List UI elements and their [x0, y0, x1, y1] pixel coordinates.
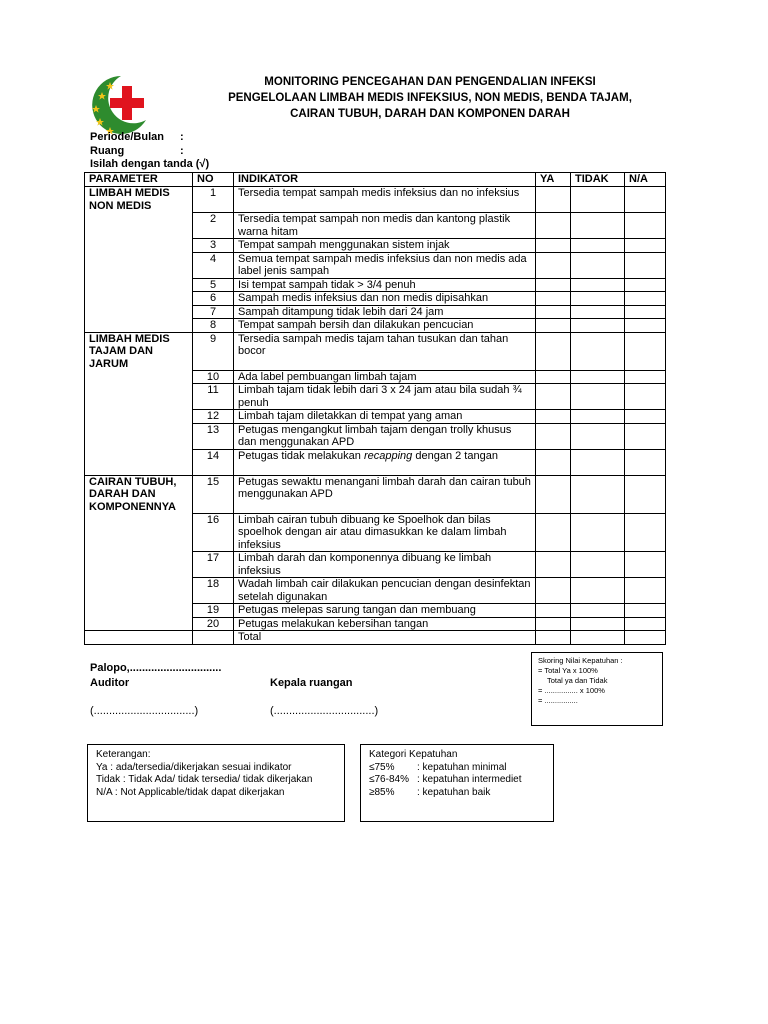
- check-cell-na[interactable]: [625, 305, 666, 319]
- parameter-cell: [85, 552, 193, 578]
- parameter-label: LIMBAH MEDIS: [89, 187, 170, 199]
- skoring-line-2: Total ya dan Tidak: [547, 676, 608, 685]
- parameter-cell: [85, 252, 193, 278]
- table-header-row: [85, 173, 666, 187]
- row-number: 13: [193, 423, 234, 449]
- parameter-label: LIMBAH MEDIS: [89, 332, 170, 345]
- check-cell-na[interactable]: [625, 187, 666, 213]
- header-ya: YA: [536, 173, 571, 187]
- check-cell-ya[interactable]: [536, 213, 571, 239]
- table-row: [85, 552, 666, 578]
- row-number: 1: [193, 187, 234, 213]
- check-cell-ya[interactable]: [536, 187, 571, 213]
- table-row: [85, 213, 666, 239]
- check-cell-ya[interactable]: [536, 292, 571, 306]
- check-cell-na[interactable]: [625, 552, 666, 578]
- indikator-cell: Tersedia tempat sampah non medis dan kantong plastik warna hitam: [234, 213, 536, 239]
- parameter-cell: [85, 187, 193, 213]
- keterangan-na: N/A : Not Applicable/tidak dapat dikerjakan: [96, 786, 285, 798]
- auditor-signature-line: (.................................): [90, 705, 199, 717]
- indikator-cell: Wadah limbah cair dilakukan pencucian dengan desinfektan setelah digunakan: [234, 578, 536, 604]
- indikator-cell: Isi tempat sampah tidak > 3/4 penuh: [234, 278, 536, 292]
- parameter-cell: [85, 475, 193, 513]
- table-row: [85, 239, 666, 253]
- table-row: [85, 292, 666, 306]
- check-cell-na[interactable]: [625, 449, 666, 475]
- check-cell-na[interactable]: [625, 239, 666, 253]
- table-row: [85, 578, 666, 604]
- table-row: [85, 305, 666, 319]
- check-cell-tidak[interactable]: [571, 423, 625, 449]
- total-label: Total: [234, 631, 536, 645]
- header-tidak: TIDAK: [571, 173, 625, 187]
- indikator-cell: Petugas sewaktu menangani limbah darah dan cairan tubuh menggunakan APD: [234, 475, 536, 513]
- skoring-box: [531, 652, 663, 726]
- check-cell-ya[interactable]: [536, 604, 571, 618]
- parameter-cell: [85, 423, 193, 449]
- title-line-3: CAIRAN TUBUH, DARAH DAN KOMPONEN DARAH: [290, 108, 570, 120]
- check-cell-ya[interactable]: [536, 617, 571, 631]
- skoring-line-3: = ................ x 100%: [538, 686, 605, 695]
- check-cell-tidak[interactable]: [571, 513, 625, 552]
- indikator-cell: Limbah cairan tubuh dibuang ke Spoelhok dan bilas spoelhok dengan air atau dimasukkan ke dalam limbah infeksius: [234, 513, 536, 552]
- document-title: [160, 74, 700, 122]
- check-cell-tidak[interactable]: [571, 252, 625, 278]
- parameter-cell: [85, 292, 193, 306]
- check-cell-tidak[interactable]: [571, 578, 625, 604]
- hospital-logo-icon: [88, 72, 154, 138]
- indikator-cell: Semua tempat sampah medis infeksius dan non medis ada label jenis sampah: [234, 252, 536, 278]
- parameter-label: KOMPONENNYA: [89, 500, 176, 513]
- periode-colon: :: [180, 131, 184, 143]
- keterangan-title: Keterangan:: [96, 749, 151, 760]
- check-cell-na[interactable]: [625, 410, 666, 424]
- header-no: NO: [193, 173, 234, 187]
- table-row: [85, 449, 666, 475]
- indikator-text: Petugas tidak melakukan: [238, 449, 364, 462]
- indikator-cell: Tersedia tempat sampah medis infeksius dan no infeksius: [234, 187, 536, 213]
- check-cell-na[interactable]: [625, 423, 666, 449]
- parameter-cell: [85, 319, 193, 333]
- check-cell-tidak[interactable]: [571, 370, 625, 384]
- check-cell-ya[interactable]: [536, 475, 571, 513]
- check-cell-ya[interactable]: [536, 239, 571, 253]
- row-number: 11: [193, 384, 234, 410]
- row-number: 20: [193, 617, 234, 631]
- row-number: 15: [193, 475, 234, 513]
- ruang-label: Ruang: [90, 144, 125, 157]
- check-cell-ya[interactable]: [536, 370, 571, 384]
- parameter-cell: [85, 239, 193, 253]
- check-cell-na[interactable]: [625, 332, 666, 370]
- row-number: 8: [193, 319, 234, 333]
- row-number: 5: [193, 278, 234, 292]
- check-cell-tidak[interactable]: [571, 552, 625, 578]
- kategori-row: [369, 787, 545, 800]
- kategori-label: : kepatuhan minimal: [417, 761, 507, 773]
- check-cell-tidak[interactable]: [571, 384, 625, 410]
- indikator-italic-term: recapping: [363, 449, 413, 462]
- total-row: [85, 631, 666, 645]
- check-cell-tidak[interactable]: [571, 187, 625, 213]
- parameter-cell: [85, 305, 193, 319]
- auditor-label: Auditor: [90, 677, 130, 689]
- indikator-text: dengan 2 tangan: [412, 449, 498, 462]
- table-row: [85, 252, 666, 278]
- kategori-row: [369, 774, 545, 787]
- parameter-label: JARUM: [89, 357, 129, 370]
- check-cell-tidak[interactable]: [571, 475, 625, 513]
- table-row: [85, 319, 666, 333]
- check-cell-ya[interactable]: [536, 513, 571, 552]
- check-cell-ya[interactable]: [536, 410, 571, 424]
- empty-cell: [193, 631, 234, 645]
- check-cell-ya[interactable]: [536, 305, 571, 319]
- indikator-cell: Limbah tajam tidak lebih dari 3 x 24 jam atau bila sudah ¾ penuh: [234, 384, 536, 410]
- check-cell-tidak[interactable]: [571, 449, 625, 475]
- table-row: [85, 332, 666, 370]
- check-cell-ya[interactable]: [536, 332, 571, 370]
- kategori-label: : kepatuhan intermediet: [417, 774, 522, 785]
- keterangan-ya: Ya : ada/tersedia/dikerjakan sesuai indikator: [96, 761, 292, 773]
- parameter-label: DARAH DAN: [89, 488, 156, 500]
- check-cell-na[interactable]: [625, 617, 666, 631]
- row-number: 19: [193, 604, 234, 618]
- check-cell-ya[interactable]: [536, 319, 571, 333]
- check-cell-ya[interactable]: [536, 278, 571, 292]
- kategori-label: : kepatuhan baik: [417, 786, 491, 798]
- skoring-title: Skoring Nilai Kepatuhan :: [538, 656, 623, 665]
- check-cell-na[interactable]: [625, 578, 666, 604]
- parameter-cell: [85, 578, 193, 604]
- parameter-cell: [85, 449, 193, 475]
- total-cell-na[interactable]: [625, 631, 666, 645]
- keterangan-box: [87, 744, 345, 822]
- table-row: [85, 187, 666, 213]
- check-cell-na[interactable]: [625, 319, 666, 333]
- parameter-cell: [85, 617, 193, 631]
- row-number: 16: [193, 513, 234, 552]
- place-date: Palopo,..............................: [90, 662, 222, 674]
- row-number: 2: [193, 213, 234, 239]
- check-cell-na[interactable]: [625, 252, 666, 278]
- indikator-cell: Ada label pembuangan limbah tajam: [234, 370, 536, 384]
- parameter-cell: [85, 213, 193, 239]
- periode-label: Periode/Bulan: [90, 131, 164, 143]
- check-cell-ya[interactable]: [536, 552, 571, 578]
- indikator-cell: Petugas mengangkut limbah tajam dengan trolly khusus dan menggunakan APD: [234, 423, 536, 449]
- kategori-range: ≤76-84%: [369, 774, 409, 785]
- parameter-cell: [85, 513, 193, 552]
- kepala-signature-line: (.................................): [270, 705, 379, 717]
- indikator-cell: Limbah darah dan komponennya dibuang ke limbah infeksius: [234, 552, 536, 578]
- check-cell-tidak[interactable]: [571, 292, 625, 306]
- instruction-text: Isilah dengan tanda (√): [90, 158, 210, 170]
- kategori-row: [369, 762, 545, 775]
- table-row: [85, 370, 666, 384]
- indikator-cell: Tempat sampah menggunakan sistem injak: [234, 239, 536, 253]
- row-number: 6: [193, 292, 234, 306]
- check-cell-na[interactable]: [625, 213, 666, 239]
- parameter-cell: [85, 410, 193, 424]
- check-cell-ya[interactable]: [536, 384, 571, 410]
- kategori-range: ≥85%: [369, 786, 395, 798]
- row-number: 3: [193, 239, 234, 253]
- indikator-cell: [234, 449, 536, 475]
- row-number: 14: [193, 449, 234, 475]
- parameter-cell: [85, 278, 193, 292]
- table-row: [85, 423, 666, 449]
- check-cell-tidak[interactable]: [571, 410, 625, 424]
- kepala-ruangan-label: Kepala ruangan: [270, 677, 353, 689]
- empty-cell: [85, 631, 193, 645]
- check-cell-na[interactable]: [625, 513, 666, 552]
- indikator-cell: Sampah medis infeksius dan non medis dipisahkan: [234, 292, 536, 306]
- indikator-cell: Petugas melepas sarung tangan dan membuang: [234, 604, 536, 618]
- check-cell-na[interactable]: [625, 384, 666, 410]
- title-line-2: PENGELOLAAN LIMBAH MEDIS INFEKSIUS, NON MEDIS, BENDA TAJAM,: [228, 92, 632, 104]
- title-line-1: MONITORING PENCEGAHAN DAN PENGENDALIAN INFEKSI: [264, 76, 596, 88]
- table-row: [85, 513, 666, 552]
- parameter-cell: [85, 370, 193, 384]
- table-row: [85, 410, 666, 424]
- check-cell-na[interactable]: [625, 278, 666, 292]
- row-number: 7: [193, 305, 234, 319]
- form-meta: [90, 131, 209, 172]
- parameter-label: NON MEDIS: [89, 199, 152, 212]
- parameter-label: CAIRAN TUBUH,: [89, 475, 177, 488]
- check-cell-tidak[interactable]: [571, 617, 625, 631]
- check-cell-ya[interactable]: [536, 252, 571, 278]
- check-cell-na[interactable]: [625, 475, 666, 513]
- table-row: [85, 617, 666, 631]
- table-row: [85, 278, 666, 292]
- kategori-range: ≤75%: [369, 761, 395, 773]
- header-indikator: INDIKATOR: [234, 173, 536, 187]
- parameter-label: TAJAM DAN: [89, 345, 153, 357]
- check-cell-ya[interactable]: [536, 578, 571, 604]
- parameter-cell: [85, 604, 193, 618]
- indikator-cell: Sampah ditampung tidak lebih dari 24 jam: [234, 305, 536, 319]
- table-row: [85, 475, 666, 513]
- row-number: 18: [193, 578, 234, 604]
- total-cell-ya[interactable]: [536, 631, 571, 645]
- check-cell-na[interactable]: [625, 370, 666, 384]
- check-cell-ya[interactable]: [536, 449, 571, 475]
- skoring-line-1: = Total Ya x 100%: [538, 666, 598, 675]
- header-na: N/A: [625, 173, 666, 187]
- indikator-cell: Petugas melakukan kebersihan tangan: [234, 617, 536, 631]
- check-cell-tidak[interactable]: [571, 213, 625, 239]
- check-cell-tidak[interactable]: [571, 305, 625, 319]
- ruang-colon: :: [180, 144, 184, 157]
- parameter-cell: [85, 332, 193, 370]
- skoring-line-4: = ................: [538, 696, 578, 705]
- kategori-title: Kategori Kepatuhan: [369, 749, 458, 760]
- parameter-cell: [85, 384, 193, 410]
- row-number: 17: [193, 552, 234, 578]
- indikator-cell: Tempat sampah bersih dan dilakukan pencucian: [234, 319, 536, 333]
- checklist-table: [84, 172, 666, 645]
- header-parameter: PARAMETER: [85, 173, 193, 187]
- check-cell-tidak[interactable]: [571, 604, 625, 618]
- check-cell-tidak[interactable]: [571, 319, 625, 333]
- check-cell-tidak[interactable]: [571, 278, 625, 292]
- row-number: 4: [193, 252, 234, 278]
- indikator-cell: Limbah tajam diletakkan di tempat yang aman: [234, 410, 536, 424]
- check-cell-ya[interactable]: [536, 423, 571, 449]
- indikator-cell: Tersedia sampah medis tajam tahan tusukan dan tahan bocor: [234, 332, 536, 370]
- check-cell-na[interactable]: [625, 604, 666, 618]
- row-number: 9: [193, 332, 234, 370]
- row-number: 12: [193, 410, 234, 424]
- kategori-box: [360, 744, 554, 822]
- table-row: [85, 604, 666, 618]
- check-cell-tidak[interactable]: [571, 239, 625, 253]
- keterangan-tidak: Tidak : Tidak Ada/ tidak tersedia/ tidak dikerjakan: [96, 774, 313, 785]
- table-row: [85, 384, 666, 410]
- row-number: 10: [193, 370, 234, 384]
- check-cell-na[interactable]: [625, 292, 666, 306]
- total-cell-tidak[interactable]: [571, 631, 625, 645]
- check-cell-tidak[interactable]: [571, 332, 625, 370]
